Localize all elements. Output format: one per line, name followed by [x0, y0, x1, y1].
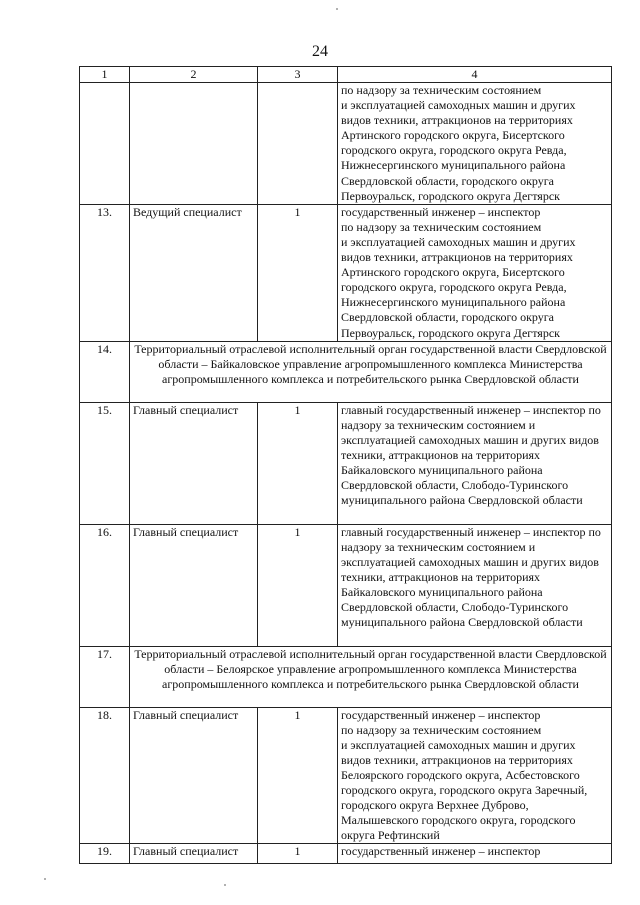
table-row [80, 204, 612, 341]
section-title: Территориальный отраслевой исполнительный орган государственной власти Свердловской области – Белоярское управление агропромышленного комплекса Министерства агропромышленного комплекса и потребительского рынка Свердловской области [130, 646, 612, 707]
row-number: 13. [80, 204, 130, 341]
section-row [80, 646, 612, 707]
row-duties [338, 524, 612, 646]
table-row [80, 707, 612, 844]
scan-speck [336, 8, 338, 10]
row-count: 1 [258, 844, 338, 864]
row-position: Главный специалист [130, 844, 258, 864]
header-col-1: 1 [80, 67, 130, 83]
page-number: 24 [312, 43, 328, 60]
section-row [80, 341, 612, 402]
duties-text: главный государственный инженер – инспектор по надзору за техническим состоянием и эксплуатацией самоходных машин и других видов техники, аттракционов на территориях Байкаловского муниципального района Свердловской области, Слободо-Туринского муниципального района Свердловской области [341, 524, 601, 630]
header-col-2: 2 [130, 67, 258, 83]
section-title: Территориальный отраслевой исполнительный орган государственной власти Свердловской области – Байкаловское управление агропромышленного комплекса Министерства агропромышленного комплекса и потребительского рынка Свердловской области [130, 341, 612, 402]
table-row [80, 844, 612, 864]
row-number: 18. [80, 707, 130, 844]
row-count: 1 [258, 707, 338, 844]
row-number [80, 83, 130, 205]
row-duties [338, 707, 612, 844]
scan-speck [44, 878, 46, 880]
staff-table [79, 66, 612, 864]
row-position: Главный специалист [130, 402, 258, 524]
row-duties [338, 844, 612, 864]
row-number: 19. [80, 844, 130, 864]
duties-text: государственный инженер – инспектор по надзору за техническим состоянием и эксплуатацией самоходных машин и других видов техники, аттракционов на территориях Белоярского городского округа, Асбестовского городского округа, городского округа Заречный, городского округа Верхнее Дуброво, Малышевского городского округа, городского округа Рефтинский [341, 707, 588, 843]
scan-speck [224, 884, 226, 886]
duties-text: государственный инженер – инспектор по надзору за техническим состоянием и эксплуатацией самоходных машин и других видов техники, аттракционов на территориях Артинского городского округа, Бисертского городского округа, городского округа Ревда, Нижнесергинского муниципального района Свердловской области, городского округа Первоуральск, городского округа Дегтярск [341, 204, 576, 340]
row-count [258, 83, 338, 205]
row-duties [338, 402, 612, 524]
duties-text: по надзору за техническим состоянием и эксплуатацией самоходных машин и других видов техники, аттракционов на территориях Артинского городского округа, Бисертского городского округа, городского округа Ревда, Нижнесергинского муниципального района Свердловской области, городского округа Первоуральск, городского округа Дегтярск [341, 83, 576, 203]
duties-text: главный государственный инженер – инспектор по надзору за техническим состоянием и эксплуатацией самоходных машин и других видов техники, аттракционов на территориях Байкаловского муниципального района Свердловской области, Слободо-Туринского муниципального района Свердловской области [341, 402, 601, 508]
row-position: Главный специалист [130, 524, 258, 646]
table-row [80, 402, 612, 524]
row-number: 15. [80, 402, 130, 524]
row-position: Ведущий специалист [130, 204, 258, 341]
row-duties [338, 83, 612, 205]
table-row [80, 524, 612, 646]
row-number: 14. [80, 341, 130, 402]
table-header-row [80, 67, 612, 83]
row-duties [338, 204, 612, 341]
header-col-4: 4 [338, 67, 612, 83]
row-number: 16. [80, 524, 130, 646]
header-col-3: 3 [258, 67, 338, 83]
duties-text: государственный инженер – инспектор [341, 844, 541, 859]
row-position [130, 83, 258, 205]
row-count: 1 [258, 402, 338, 524]
table-row [80, 83, 612, 205]
row-count: 1 [258, 524, 338, 646]
row-count: 1 [258, 204, 338, 341]
row-number: 17. [80, 646, 130, 707]
row-position: Главный специалист [130, 707, 258, 844]
